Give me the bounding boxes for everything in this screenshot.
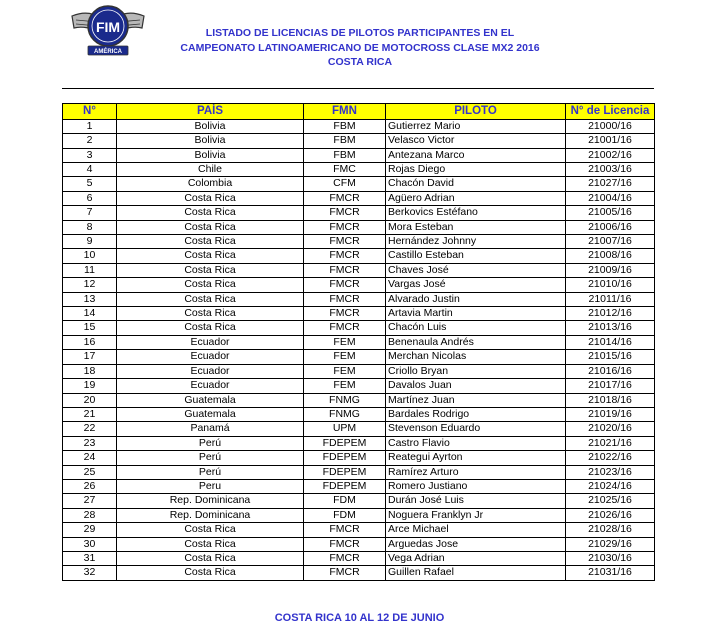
cell-licencia: 21020/16 <box>566 422 655 436</box>
cell-licencia: 21003/16 <box>566 163 655 177</box>
cell-pais: Costa Rica <box>117 307 304 321</box>
cell-fmn: FBM <box>304 148 386 162</box>
cell-num: 30 <box>63 537 117 551</box>
cell-num: 17 <box>63 350 117 364</box>
cell-pais: Colombia <box>117 177 304 191</box>
cell-pais: Costa Rica <box>117 191 304 205</box>
cell-num: 25 <box>63 465 117 479</box>
cell-fmn: FEM <box>304 335 386 349</box>
table-row <box>63 494 655 508</box>
cell-licencia: 21015/16 <box>566 350 655 364</box>
table-row <box>63 134 655 148</box>
cell-num: 12 <box>63 278 117 292</box>
table-row <box>63 407 655 421</box>
cell-piloto: Mora Esteban <box>386 220 566 234</box>
header-fmn: FMN <box>304 104 386 120</box>
cell-fmn: CFM <box>304 177 386 191</box>
table-row <box>63 350 655 364</box>
table-row <box>63 278 655 292</box>
cell-fmn: FMCR <box>304 263 386 277</box>
cell-fmn: FMCR <box>304 523 386 537</box>
cell-num: 1 <box>63 119 117 133</box>
cell-licencia: 21002/16 <box>566 148 655 162</box>
cell-pais: Ecuador <box>117 350 304 364</box>
cell-pais: Ecuador <box>117 364 304 378</box>
license-table-body <box>63 119 655 580</box>
cell-licencia: 21005/16 <box>566 206 655 220</box>
cell-piloto: Merchan Nicolas <box>386 350 566 364</box>
cell-licencia: 21021/16 <box>566 436 655 450</box>
cell-licencia: 21031/16 <box>566 566 655 580</box>
table-row <box>63 364 655 378</box>
cell-num: 18 <box>63 364 117 378</box>
cell-piloto: Criollo Bryan <box>386 364 566 378</box>
title-line-2: CAMPEONATO LATINOAMERICANO DE MOTOCROSS CLASE MX2 2016 <box>180 41 540 54</box>
cell-piloto: Castro Flavio <box>386 436 566 450</box>
cell-pais: Panamá <box>117 422 304 436</box>
cell-piloto: Chacón David <box>386 177 566 191</box>
cell-pais: Perú <box>117 451 304 465</box>
cell-licencia: 21001/16 <box>566 134 655 148</box>
cell-licencia: 21011/16 <box>566 292 655 306</box>
cell-fmn: FDEPEM <box>304 436 386 450</box>
cell-licencia: 21010/16 <box>566 278 655 292</box>
cell-piloto: Ramírez Arturo <box>386 465 566 479</box>
table-row <box>63 451 655 465</box>
cell-fmn: FDEPEM <box>304 451 386 465</box>
cell-fmn: FMC <box>304 163 386 177</box>
license-table <box>62 103 655 581</box>
cell-num: 21 <box>63 407 117 421</box>
cell-piloto: Guillen Rafael <box>386 566 566 580</box>
table-row <box>63 537 655 551</box>
cell-pais: Costa Rica <box>117 235 304 249</box>
cell-piloto: Bardales Rodrigo <box>386 407 566 421</box>
cell-piloto: Arguedas Jose <box>386 537 566 551</box>
cell-licencia: 21027/16 <box>566 177 655 191</box>
cell-fmn: FEM <box>304 350 386 364</box>
table-row <box>63 508 655 522</box>
table-row <box>63 235 655 249</box>
table-row <box>63 436 655 450</box>
cell-fmn: FDEPEM <box>304 465 386 479</box>
table-row <box>63 292 655 306</box>
cell-licencia: 21007/16 <box>566 235 655 249</box>
cell-num: 16 <box>63 335 117 349</box>
cell-piloto: Stevenson Eduardo <box>386 422 566 436</box>
title-line-1: LISTADO DE LICENCIAS DE PILOTOS PARTICIPANTES EN EL <box>205 27 515 39</box>
cell-piloto: Berkovics Estéfano <box>386 206 566 220</box>
table-row <box>63 249 655 263</box>
logo-text: FIM <box>95 19 121 35</box>
cell-licencia: 21028/16 <box>566 523 655 537</box>
cell-fmn: FDM <box>304 494 386 508</box>
cell-fmn: FDEPEM <box>304 479 386 493</box>
document-title <box>150 26 570 70</box>
cell-pais: Bolivia <box>117 148 304 162</box>
cell-fmn: FMCR <box>304 321 386 335</box>
cell-piloto: Chaves José <box>386 263 566 277</box>
cell-fmn: FMCR <box>304 278 386 292</box>
cell-piloto: Noguera Franklyn Jr <box>386 508 566 522</box>
cell-fmn: FEM <box>304 364 386 378</box>
cell-pais: Costa Rica <box>117 321 304 335</box>
cell-num: 6 <box>63 191 117 205</box>
table-row <box>63 393 655 407</box>
cell-num: 11 <box>63 263 117 277</box>
cell-fmn: FNMG <box>304 393 386 407</box>
logo-subtext: AMÉRICA <box>94 49 122 55</box>
cell-licencia: 21023/16 <box>566 465 655 479</box>
cell-num: 23 <box>63 436 117 450</box>
cell-num: 13 <box>63 292 117 306</box>
cell-licencia: 21014/16 <box>566 335 655 349</box>
title-line-3: COSTA RICA <box>327 56 393 68</box>
cell-piloto: Rojas Diego <box>386 163 566 177</box>
cell-num: 5 <box>63 177 117 191</box>
event-dates: COSTA RICA 10 AL 12 DE JUNIO <box>274 612 445 624</box>
cell-licencia: 21012/16 <box>566 307 655 321</box>
fim-america-logo-graphic <box>66 2 150 58</box>
header-row <box>63 104 655 120</box>
cell-num: 7 <box>63 206 117 220</box>
cell-licencia: 21006/16 <box>566 220 655 234</box>
cell-pais: Guatemala <box>117 393 304 407</box>
cell-num: 31 <box>63 551 117 565</box>
header-piloto: PILOTO <box>386 104 566 120</box>
cell-piloto: Martínez Juan <box>386 393 566 407</box>
table-row <box>63 551 655 565</box>
cell-pais: Costa Rica <box>117 537 304 551</box>
cell-piloto: Davalos Juan <box>386 379 566 393</box>
cell-pais: Guatemala <box>117 407 304 421</box>
cell-num: 24 <box>63 451 117 465</box>
table-row <box>63 566 655 580</box>
cell-fmn: FMCR <box>304 566 386 580</box>
table-row <box>63 163 655 177</box>
cell-fmn: FMCR <box>304 292 386 306</box>
table-row <box>63 177 655 191</box>
cell-fmn: FNMG <box>304 407 386 421</box>
cell-piloto: Reategui Ayrton <box>386 451 566 465</box>
table-row <box>63 148 655 162</box>
cell-pais: Ecuador <box>117 379 304 393</box>
cell-fmn: FEM <box>304 379 386 393</box>
cell-piloto: Durán José Luis <box>386 494 566 508</box>
table-row <box>63 523 655 537</box>
header-num: N° <box>63 104 117 120</box>
table-row <box>63 422 655 436</box>
cell-licencia: 21024/16 <box>566 479 655 493</box>
cell-num: 20 <box>63 393 117 407</box>
cell-fmn: FMCR <box>304 220 386 234</box>
table-row <box>63 321 655 335</box>
cell-licencia: 21009/16 <box>566 263 655 277</box>
cell-licencia: 21004/16 <box>566 191 655 205</box>
cell-licencia: 21017/16 <box>566 379 655 393</box>
table-row <box>63 465 655 479</box>
cell-licencia: 21018/16 <box>566 393 655 407</box>
header-licencia: N° de Licencia <box>566 104 655 120</box>
cell-piloto: Gutierrez Mario <box>386 119 566 133</box>
table-row <box>63 206 655 220</box>
header-pais: PAÍS <box>117 104 304 120</box>
cell-licencia: 21016/16 <box>566 364 655 378</box>
cell-num: 9 <box>63 235 117 249</box>
cell-num: 27 <box>63 494 117 508</box>
cell-fmn: FMCR <box>304 206 386 220</box>
cell-fmn: UPM <box>304 422 386 436</box>
cell-pais: Chile <box>117 163 304 177</box>
table-row <box>63 119 655 133</box>
cell-num: 15 <box>63 321 117 335</box>
cell-fmn: FMCR <box>304 235 386 249</box>
cell-pais: Costa Rica <box>117 551 304 565</box>
cell-licencia: 21029/16 <box>566 537 655 551</box>
cell-piloto: Hernández Johnny <box>386 235 566 249</box>
cell-licencia: 21022/16 <box>566 451 655 465</box>
cell-pais: Costa Rica <box>117 220 304 234</box>
table-row <box>63 335 655 349</box>
cell-pais: Perú <box>117 465 304 479</box>
cell-piloto: Castillo Esteban <box>386 249 566 263</box>
cell-num: 4 <box>63 163 117 177</box>
cell-pais: Costa Rica <box>117 263 304 277</box>
cell-pais: Costa Rica <box>117 249 304 263</box>
cell-piloto: Arce Michael <box>386 523 566 537</box>
table-row <box>63 307 655 321</box>
cell-num: 29 <box>63 523 117 537</box>
cell-num: 19 <box>63 379 117 393</box>
cell-fmn: FMCR <box>304 537 386 551</box>
table-row <box>63 191 655 205</box>
cell-pais: Costa Rica <box>117 566 304 580</box>
table-row <box>63 479 655 493</box>
cell-num: 22 <box>63 422 117 436</box>
cell-licencia: 21030/16 <box>566 551 655 565</box>
cell-piloto: Antezana Marco <box>386 148 566 162</box>
cell-pais: Ecuador <box>117 335 304 349</box>
cell-num: 28 <box>63 508 117 522</box>
cell-piloto: Alvarado Justin <box>386 292 566 306</box>
table-row <box>63 379 655 393</box>
cell-licencia: 21008/16 <box>566 249 655 263</box>
cell-licencia: 21026/16 <box>566 508 655 522</box>
cell-pais: Costa Rica <box>117 523 304 537</box>
cell-fmn: FMCR <box>304 191 386 205</box>
cell-fmn: FMCR <box>304 307 386 321</box>
cell-piloto: Vargas José <box>386 278 566 292</box>
cell-num: 32 <box>63 566 117 580</box>
cell-num: 26 <box>63 479 117 493</box>
cell-licencia: 21025/16 <box>566 494 655 508</box>
cell-pais: Bolivia <box>117 134 304 148</box>
cell-pais: Rep. Dominicana <box>117 508 304 522</box>
fim-america-logo <box>66 2 150 58</box>
cell-num: 8 <box>63 220 117 234</box>
cell-piloto: Chacón Luis <box>386 321 566 335</box>
cell-fmn: FMCR <box>304 249 386 263</box>
cell-pais: Costa Rica <box>117 206 304 220</box>
cell-num: 10 <box>63 249 117 263</box>
cell-pais: Rep. Dominicana <box>117 494 304 508</box>
table-row <box>63 263 655 277</box>
cell-fmn: FDM <box>304 508 386 522</box>
cell-piloto: Romero Justiano <box>386 479 566 493</box>
cell-pais: Costa Rica <box>117 278 304 292</box>
cell-pais: Costa Rica <box>117 292 304 306</box>
cell-fmn: FBM <box>304 134 386 148</box>
cell-num: 14 <box>63 307 117 321</box>
cell-pais: Perú <box>117 436 304 450</box>
cell-licencia: 21019/16 <box>566 407 655 421</box>
cell-num: 2 <box>63 134 117 148</box>
cell-fmn: FBM <box>304 119 386 133</box>
cell-piloto: Benenaula Andrés <box>386 335 566 349</box>
cell-piloto: Vega Adrian <box>386 551 566 565</box>
cell-piloto: Agüero Adrian <box>386 191 566 205</box>
cell-fmn: FMCR <box>304 551 386 565</box>
license-table-header <box>63 104 655 120</box>
title-divider <box>62 88 654 89</box>
cell-piloto: Artavia Martin <box>386 307 566 321</box>
cell-licencia: 21013/16 <box>566 321 655 335</box>
cell-licencia: 21000/16 <box>566 119 655 133</box>
cell-num: 3 <box>63 148 117 162</box>
cell-piloto: Velasco Victor <box>386 134 566 148</box>
table-row <box>63 220 655 234</box>
cell-pais: Peru <box>117 479 304 493</box>
cell-pais: Bolivia <box>117 119 304 133</box>
